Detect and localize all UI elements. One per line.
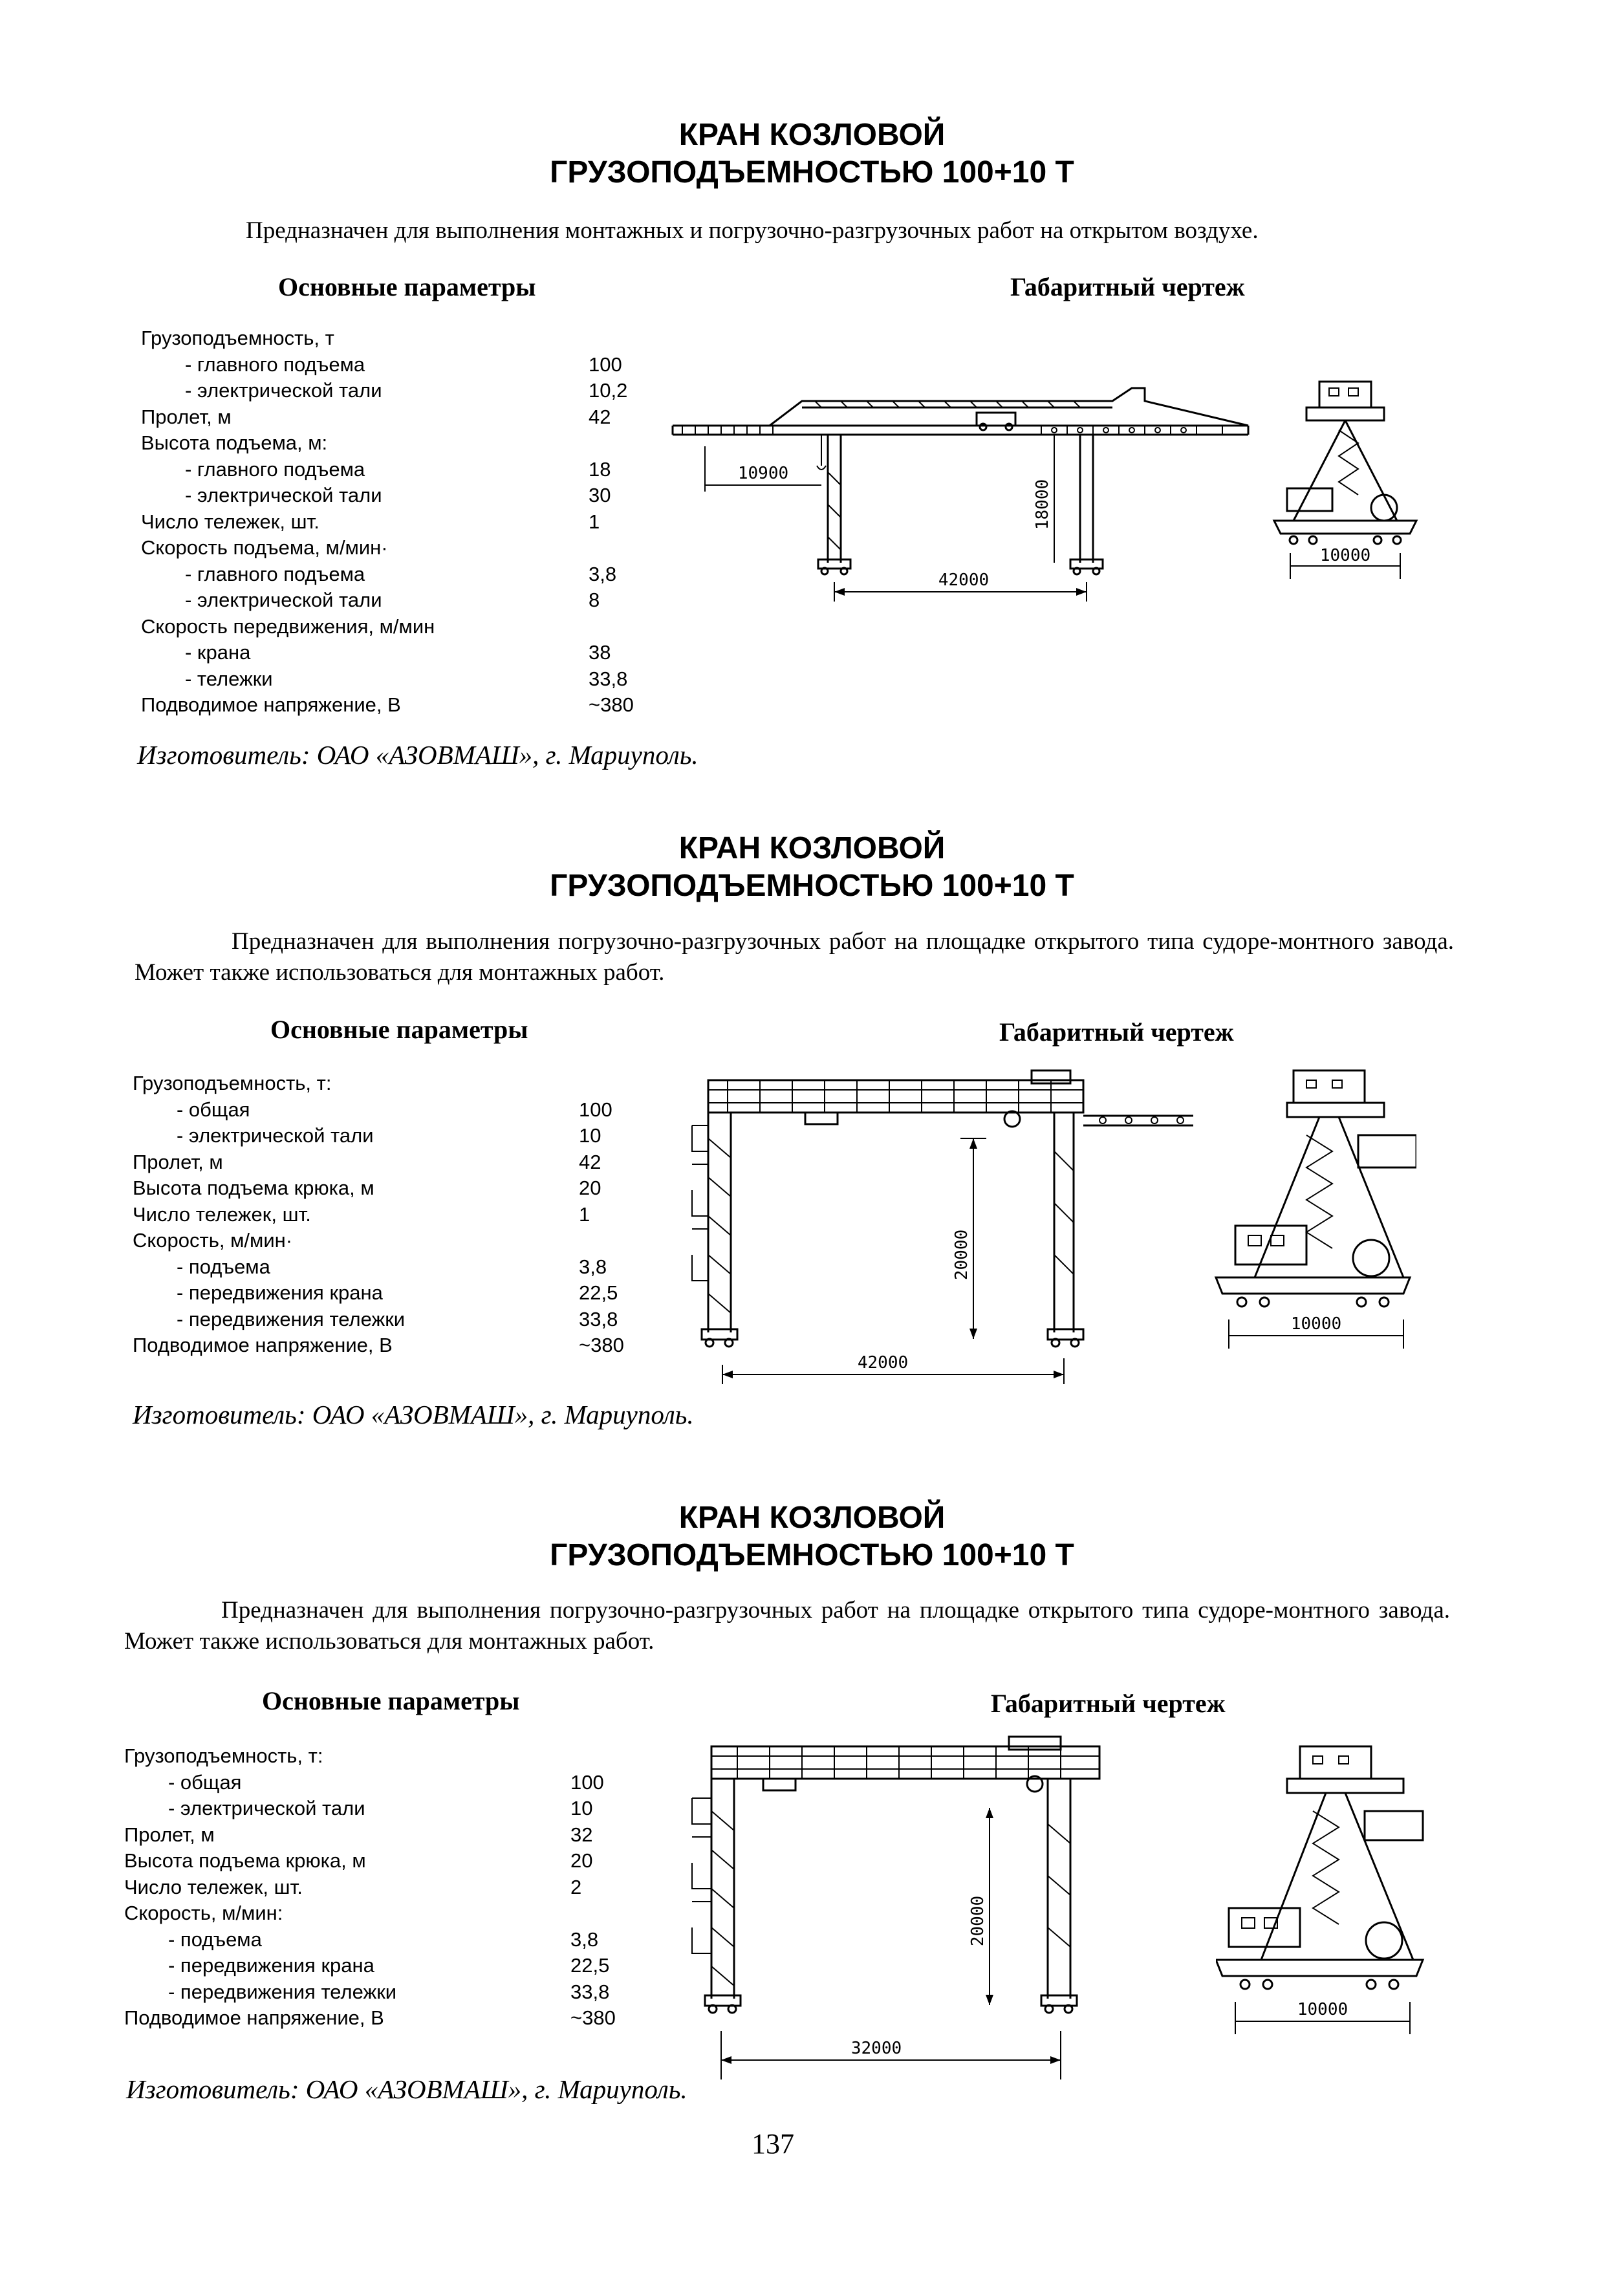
param-row bbox=[141, 509, 658, 536]
param-value: 3,8 bbox=[589, 562, 617, 585]
param-value: 10,2 bbox=[589, 379, 628, 402]
manufacturer: Изготовитель: ОАО «АЗОВМАШ», г. Мариуполь. bbox=[137, 740, 698, 770]
param-label: - передвижения тележки bbox=[168, 1980, 397, 2003]
param-label: Скорость, м/мин· bbox=[133, 1229, 293, 1252]
param-label: - главного подъема bbox=[185, 562, 365, 585]
param-row bbox=[133, 1070, 650, 1097]
param-row bbox=[141, 352, 658, 378]
crane-front-drawing bbox=[682, 1061, 1206, 1391]
param-label: - общая bbox=[177, 1098, 250, 1121]
param-row bbox=[141, 404, 658, 431]
param-label: Подводимое напряжение, В bbox=[133, 1334, 393, 1356]
param-row bbox=[133, 1149, 650, 1176]
crane-front-drawing bbox=[673, 1727, 1112, 2089]
section-title-line1: КРАН КОЗЛОВОЙ bbox=[678, 118, 946, 152]
param-label: Подводимое напряжение, В bbox=[124, 2006, 384, 2029]
param-row bbox=[133, 1280, 650, 1307]
param-row bbox=[124, 1953, 642, 1979]
param-value: 3,8 bbox=[579, 1255, 607, 1278]
param-value: 33,8 bbox=[570, 1980, 610, 2003]
param-row bbox=[124, 1743, 642, 1770]
param-row bbox=[124, 1874, 642, 1901]
param-label: Высота подъема крюка, м bbox=[124, 1849, 366, 1872]
param-label: - электрической тали bbox=[185, 379, 382, 402]
param-row bbox=[141, 587, 658, 614]
dim-span: 32000 bbox=[850, 2039, 902, 2058]
param-value: 100 bbox=[589, 353, 622, 376]
manufacturer: Изготовитель: ОАО «АЗОВМАШ», г. Мариуполь. bbox=[126, 2074, 687, 2104]
param-row bbox=[141, 378, 658, 404]
param-row bbox=[141, 640, 658, 666]
param-label: - передвижения тележки bbox=[177, 1307, 406, 1330]
section-description: Предназначен для выполнения погрузочно-разгрузочных работ на площадке открытого типа судоре-монтного завода. Может также использоваться для монтажных работ. bbox=[124, 1597, 1450, 1655]
param-row bbox=[133, 1307, 650, 1333]
param-value: 100 bbox=[570, 1770, 604, 1794]
param-value: 33,8 bbox=[579, 1307, 618, 1330]
section-title-line2: ГРУЗОПОДЪЕМНОСТЬЮ 100+10 Т bbox=[550, 155, 1074, 190]
param-label: Скорость передвижения, м/мин bbox=[141, 614, 435, 638]
param-value: ~380 bbox=[579, 1334, 624, 1356]
param-row bbox=[124, 1848, 642, 1874]
drawing-heading: Габаритный чертеж bbox=[999, 1017, 1234, 1047]
param-label: - электрической тали bbox=[177, 1124, 374, 1147]
dim-span: 42000 bbox=[857, 1353, 909, 1373]
params-table bbox=[133, 1070, 650, 1359]
section-title-line2: ГРУЗОПОДЪЕМНОСТЬЮ 100+10 Т bbox=[550, 1538, 1074, 1572]
params-heading: Основные параметры bbox=[278, 272, 536, 301]
params-table bbox=[141, 325, 658, 719]
param-row bbox=[124, 1796, 642, 1822]
param-row bbox=[124, 1770, 642, 1796]
param-label: Грузоподъемность, т: bbox=[124, 1744, 323, 1767]
params-heading: Основные параметры bbox=[262, 1686, 520, 1715]
param-value: ~380 bbox=[570, 2006, 616, 2029]
param-label: Число тележек, шт. bbox=[133, 1202, 311, 1226]
dim-base: 10000 bbox=[1319, 546, 1371, 565]
param-row bbox=[124, 1979, 642, 2006]
param-row bbox=[141, 561, 658, 588]
param-value: 3,8 bbox=[570, 1927, 599, 1951]
dim-height: 20000 bbox=[968, 1895, 988, 1947]
param-label: Грузоподъемность, т bbox=[141, 327, 334, 349]
param-row bbox=[133, 1254, 650, 1281]
param-row bbox=[133, 1332, 650, 1359]
param-label: - общая bbox=[168, 1770, 242, 1794]
param-label: - подъема bbox=[168, 1927, 262, 1951]
param-row bbox=[133, 1202, 650, 1228]
drawing-heading: Габаритный чертеж bbox=[991, 1689, 1226, 1718]
param-value: 42 bbox=[579, 1150, 601, 1173]
param-row bbox=[133, 1175, 650, 1202]
param-row bbox=[124, 1900, 642, 1927]
dim-span: 42000 bbox=[938, 570, 990, 590]
param-value: 8 bbox=[589, 589, 600, 611]
param-value: 10 bbox=[570, 1797, 593, 1819]
param-value: 38 bbox=[589, 641, 611, 664]
param-row bbox=[141, 614, 658, 640]
param-label: - главного подъема bbox=[185, 457, 365, 481]
param-label: - передвижения крана bbox=[177, 1281, 383, 1304]
crane-side-drawing bbox=[1216, 1740, 1429, 2076]
param-row bbox=[141, 325, 658, 352]
section-title-line2: ГРУЗОПОДЪЕМНОСТЬЮ 100+10 Т bbox=[550, 869, 1074, 903]
param-row bbox=[124, 1927, 642, 1953]
param-value: 2 bbox=[570, 1875, 582, 1898]
param-label: Пролет, м bbox=[133, 1150, 223, 1173]
param-label: - передвижения крана bbox=[168, 1954, 374, 1977]
param-label: Число тележек, шт. bbox=[124, 1875, 303, 1898]
crane-side-drawing bbox=[1268, 372, 1423, 631]
param-value: 33,8 bbox=[589, 667, 628, 690]
param-row bbox=[141, 483, 658, 509]
page-number: 137 bbox=[752, 2128, 794, 2160]
param-value: 1 bbox=[589, 510, 600, 533]
param-value: ~380 bbox=[589, 693, 634, 716]
section-description: Предназначен для выполнения погрузочно-разгрузочных работ на площадке открытого типа судоре-монтного завода. Может также использоваться для монтажных работ. bbox=[135, 928, 1454, 986]
param-label: - крана bbox=[185, 641, 251, 664]
drawing-heading: Габаритный чертеж bbox=[1010, 272, 1245, 301]
param-value: 20 bbox=[579, 1177, 601, 1199]
param-value: 32 bbox=[570, 1823, 593, 1846]
dim-base: 10000 bbox=[1297, 2000, 1348, 2019]
param-row bbox=[133, 1228, 650, 1254]
param-row bbox=[141, 430, 658, 457]
param-row bbox=[141, 535, 658, 561]
param-label: - тележки bbox=[185, 667, 273, 690]
param-row bbox=[133, 1123, 650, 1149]
param-value: 22,5 bbox=[579, 1281, 618, 1304]
param-value: 30 bbox=[589, 484, 611, 506]
section-title-line1: КРАН КОЗЛОВОЙ bbox=[678, 1501, 946, 1535]
param-value: 10 bbox=[579, 1124, 601, 1147]
param-row bbox=[124, 1822, 642, 1849]
param-label: - главного подъема bbox=[185, 353, 365, 376]
section-title-line1: КРАН КОЗЛОВОЙ bbox=[678, 831, 946, 865]
param-row bbox=[141, 692, 658, 719]
param-row bbox=[141, 457, 658, 483]
param-value: 100 bbox=[579, 1098, 612, 1121]
param-label: Высота подъема крюка, м bbox=[133, 1177, 374, 1199]
param-value: 22,5 bbox=[570, 1954, 610, 1977]
param-label: Высота подъема, м: bbox=[141, 431, 328, 454]
param-label: - подъема bbox=[177, 1255, 270, 1278]
params-table bbox=[124, 1743, 642, 2032]
section-description: Предназначен для выполнения монтажных и погрузочно-разгрузочных работ на открытом воздухе. bbox=[246, 217, 1259, 244]
param-value: 18 bbox=[589, 457, 611, 481]
param-value: 42 bbox=[589, 405, 611, 428]
param-label: Пролет, м bbox=[124, 1823, 215, 1846]
param-row bbox=[133, 1097, 650, 1124]
dim-height: 20000 bbox=[952, 1229, 971, 1281]
manufacturer: Изготовитель: ОАО «АЗОВМАШ», г. Мариуполь. bbox=[133, 1400, 694, 1429]
param-row bbox=[124, 2005, 642, 2032]
crane-front-drawing bbox=[666, 375, 1261, 621]
param-label: Подводимое напряжение, В bbox=[141, 693, 401, 716]
param-row bbox=[141, 666, 658, 693]
param-label: - электрической тали bbox=[185, 589, 382, 611]
crane-side-drawing bbox=[1209, 1064, 1416, 1394]
param-label: - электрической тали bbox=[168, 1797, 365, 1819]
param-label: Скорость, м/мин: bbox=[124, 1902, 283, 1924]
param-value: 1 bbox=[579, 1202, 590, 1226]
dim-cantilever: 10900 bbox=[737, 464, 789, 483]
param-label: Число тележек, шт. bbox=[141, 510, 319, 533]
dim-height: 18000 bbox=[1033, 479, 1052, 530]
param-label: Скорость подъема, м/мин· bbox=[141, 536, 388, 559]
param-label: Пролет, м bbox=[141, 405, 232, 428]
dim-base: 10000 bbox=[1290, 1314, 1342, 1334]
param-value: 20 bbox=[570, 1849, 593, 1872]
param-label: Грузоподъемность, т: bbox=[133, 1072, 332, 1094]
params-heading: Основные параметры bbox=[270, 1015, 528, 1044]
param-label: - электрической тали bbox=[185, 484, 382, 506]
